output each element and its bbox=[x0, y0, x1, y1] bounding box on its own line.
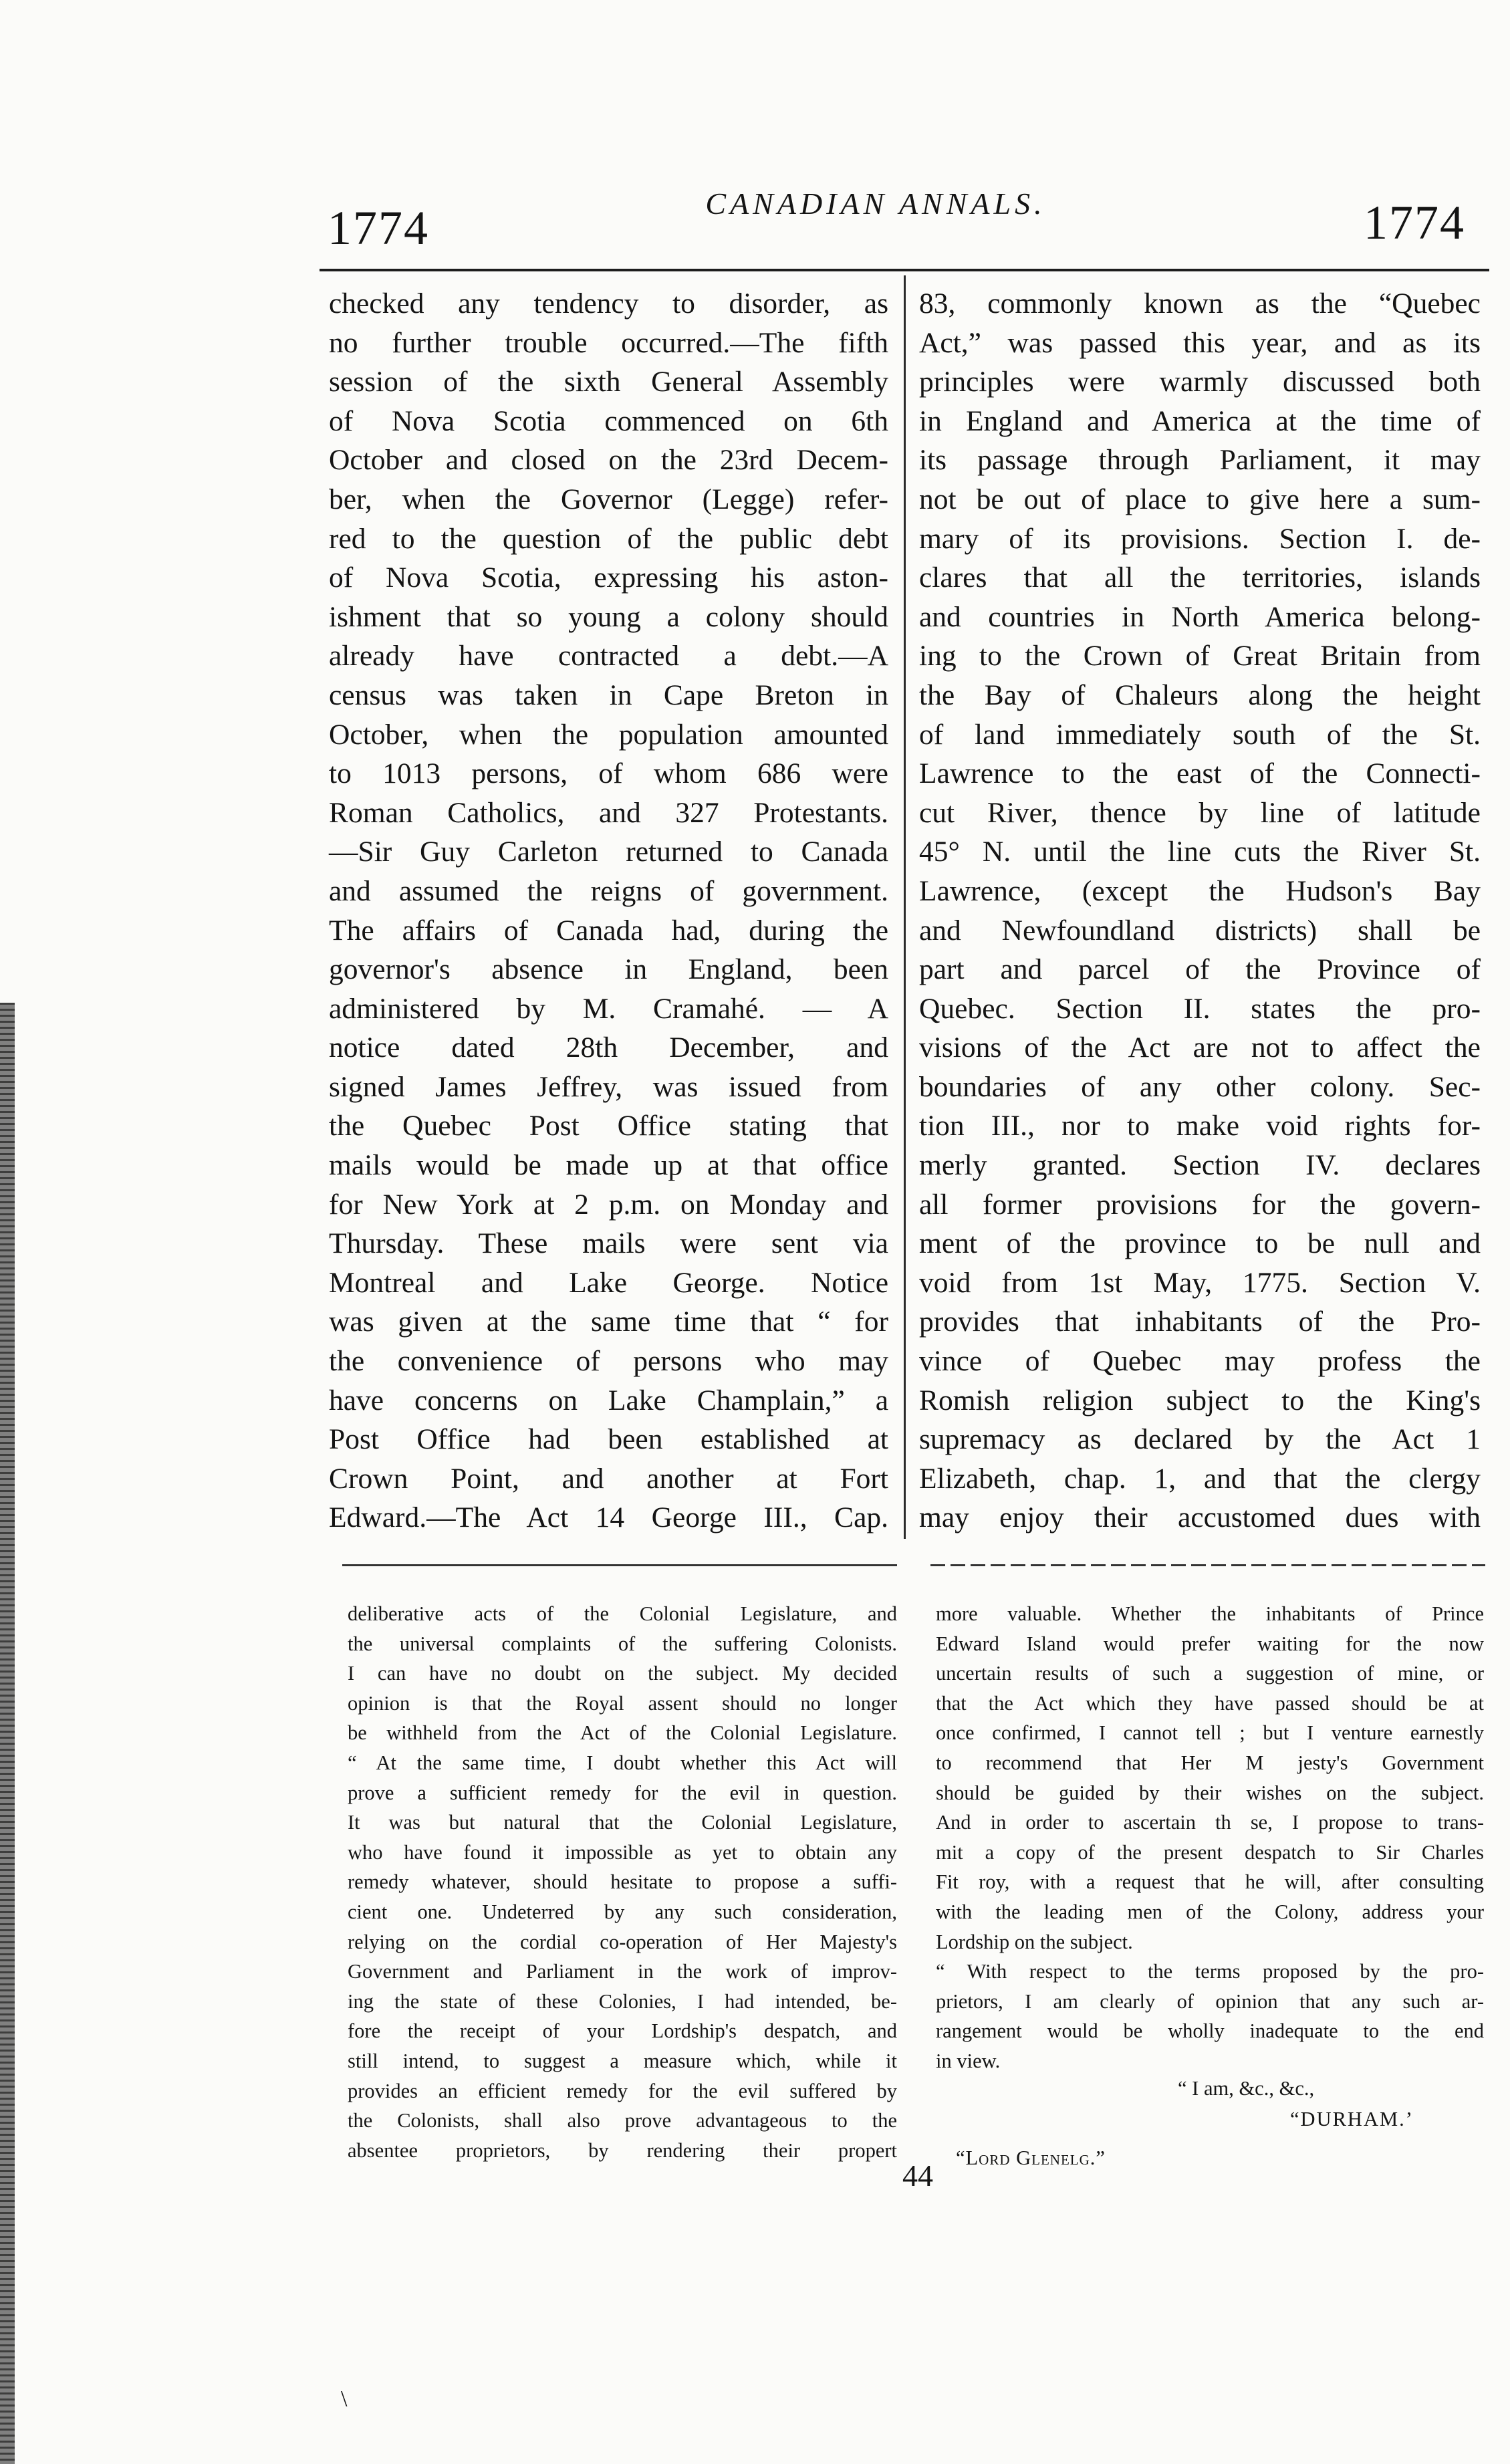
text-line: Montreal and Lake George. Notice bbox=[329, 1266, 888, 1299]
text-line: cut River, thence by line of latitude bbox=[919, 796, 1481, 829]
text-line: boundaries of any other colony. Sec- bbox=[919, 1070, 1481, 1103]
page-edge-binding bbox=[0, 1003, 15, 2464]
footnote-line: still intend, to suggest a measure which, while it bbox=[348, 2049, 897, 2072]
footnote-line: provides an efficient remedy for the evil suffered by bbox=[348, 2079, 897, 2102]
header-year-right: 1774 bbox=[1364, 196, 1465, 249]
footnote-line: be withheld from the Act of the Colonial Legislature. bbox=[348, 1721, 897, 1745]
text-line: October, when the population amounted bbox=[329, 718, 888, 751]
text-line: red to the question of the public debt bbox=[329, 522, 888, 555]
text-line: may enjoy their accustomed dues with bbox=[919, 1501, 1481, 1534]
text-line: The affairs of Canada had, during the bbox=[329, 914, 888, 947]
text-line: census was taken in Cape Breton in bbox=[329, 679, 888, 711]
text-line: have concerns on Lake Champlain,” a bbox=[329, 1384, 888, 1416]
column-divider bbox=[904, 275, 906, 1539]
text-line: checked any tendency to disorder, as bbox=[329, 287, 888, 320]
signature-closing: “ I am, &c., &c., bbox=[1178, 2077, 1315, 2100]
footnote-line: Edward Island would prefer waiting for the now bbox=[936, 1632, 1484, 1655]
text-line: Thursday. These mails were sent via bbox=[329, 1227, 888, 1260]
footnote-line: Government and Parliament in the work of improv- bbox=[348, 1960, 897, 1983]
text-line: tion III., nor to make void rights for- bbox=[919, 1110, 1481, 1142]
page-number: 44 bbox=[902, 2159, 933, 2193]
text-line: the Quebec Post Office stating that bbox=[329, 1110, 888, 1142]
text-line: and assumed the reigns of government. bbox=[329, 874, 888, 907]
footnote-line: more valuable. Whether the inhabitants of Prince bbox=[936, 1602, 1484, 1625]
text-line: not be out of place to give here a sum- bbox=[919, 483, 1481, 515]
footnote-line: ing the state of these Colonies, I had intended, be- bbox=[348, 1989, 897, 2013]
text-line: ishment that so young a colony should bbox=[329, 600, 888, 633]
footnote-line: the Colonists, shall also prove advantageous to the bbox=[348, 2109, 897, 2132]
text-line: in England and America at the time of bbox=[919, 404, 1481, 437]
text-line: already have contracted a debt.—A bbox=[329, 640, 888, 672]
footnote-line: It was but natural that the Colonial Legislature, bbox=[348, 1811, 897, 1834]
text-line: Romish religion subject to the King's bbox=[919, 1384, 1481, 1416]
text-line: for New York at 2 p.m. on Monday and bbox=[329, 1188, 888, 1221]
text-line: October and closed on the 23rd Decem- bbox=[329, 444, 888, 477]
footnote-line: And in order to ascertain th se, I propose to trans- bbox=[936, 1811, 1484, 1834]
text-line: ber, when the Governor (Legge) refer- bbox=[329, 483, 888, 515]
text-line: vince of Quebec may profess the bbox=[919, 1345, 1481, 1378]
text-line: and Newfoundland districts) shall be bbox=[919, 914, 1481, 947]
text-line: clares that all the territories, islands bbox=[919, 562, 1481, 594]
text-line: Lawrence to the east of the Connecti- bbox=[919, 757, 1481, 790]
footnote-line: with the leading men of the Colony, address your bbox=[936, 1900, 1484, 1923]
footnote-line: that the Act which they have passed should be at bbox=[936, 1691, 1484, 1715]
text-line: mary of its provisions. Section I. de- bbox=[919, 522, 1481, 555]
text-line: administered by M. Cramahé. — A bbox=[329, 992, 888, 1025]
text-line: Quebec. Section II. states the pro- bbox=[919, 992, 1481, 1025]
footnote-separator-right bbox=[930, 1564, 1485, 1566]
text-line: visions of the Act are not to affect the bbox=[919, 1031, 1481, 1064]
text-line: the Bay of Chaleurs along the height bbox=[919, 679, 1481, 711]
stray-mark: \ bbox=[341, 2386, 348, 2411]
footnote-line: absentee proprietors, by rendering their propert bbox=[348, 2138, 897, 2162]
text-line: Lawrence, (except the Hudson's Bay bbox=[919, 874, 1481, 907]
signature-name: “DURHAM.’ bbox=[1290, 2108, 1414, 2130]
signature-addressee: “Lord Glenelg.” bbox=[956, 2146, 1106, 2169]
footnote-line: Lordship on the subject. bbox=[936, 1930, 1133, 1953]
footnote-left bbox=[348, 1599, 897, 2165]
text-line: was given at the same time that “ for bbox=[329, 1306, 888, 1338]
left-column-text bbox=[329, 284, 888, 1537]
text-line: 45° N. until the line cuts the River St. bbox=[919, 836, 1481, 868]
running-title: CANADIAN ANNALS. bbox=[705, 187, 1046, 221]
footnote-line: deliberative acts of the Colonial Legislature, and bbox=[348, 1602, 897, 1625]
right-column-text bbox=[919, 284, 1481, 1537]
footnote-line: who have found it impossible as yet to obtain any bbox=[348, 1840, 897, 1864]
footnote-line: once confirmed, I cannot tell ; but I venture earnestly bbox=[936, 1721, 1484, 1745]
text-line: Roman Catholics, and 327 Protestants. bbox=[329, 796, 888, 829]
text-line: all former provisions for the govern- bbox=[919, 1188, 1481, 1221]
footnote-line: uncertain results of such a suggestion of mine, or bbox=[936, 1662, 1484, 1685]
text-line: Post Office had been established at bbox=[329, 1423, 888, 1456]
text-line: merly granted. Section IV. declares bbox=[919, 1149, 1481, 1182]
text-line: ment of the province to be null and bbox=[919, 1227, 1481, 1260]
text-line: part and parcel of the Province of bbox=[919, 953, 1481, 986]
footnote-line: cient one. Undeterred by any such consideration, bbox=[348, 1900, 897, 1923]
footnote-line: relying on the cordial co-operation of Her Majesty's bbox=[348, 1930, 897, 1953]
text-line: session of the sixth General Assembly bbox=[329, 366, 888, 398]
text-line: and countries in North America belong- bbox=[919, 600, 1481, 633]
footnote-line: in view. bbox=[936, 2049, 1001, 2072]
text-line: principles were warmly discussed both bbox=[919, 366, 1481, 398]
footnote-line: prietors, I am clearly of opinion that any such ar- bbox=[936, 1989, 1484, 2013]
text-line: Crown Point, and another at Fort bbox=[329, 1462, 888, 1495]
footnote-line: I can have no doubt on the subject. My decided bbox=[348, 1662, 897, 1685]
footnote-line: prove a sufficient remedy for the evil in question. bbox=[348, 1781, 897, 1804]
footnote-line: fore the receipt of your Lordship's despatch, and bbox=[348, 2019, 897, 2043]
text-line: Elizabeth, chap. 1, and that the clergy bbox=[919, 1462, 1481, 1495]
footnote-line: the universal complaints of the suffering Colonists. bbox=[348, 1632, 897, 1655]
footnote-line: Fit roy, with a request that he will, after consulting bbox=[936, 1870, 1484, 1894]
text-line: void from 1st May, 1775. Section V. bbox=[919, 1266, 1481, 1299]
footnote-line: to recommend that Her M jesty's Government bbox=[936, 1751, 1484, 1774]
text-line: no further trouble occurred.—The fifth bbox=[329, 326, 888, 359]
footnote-line: opinion is that the Royal assent should no longer bbox=[348, 1691, 897, 1715]
text-line: to 1013 persons, of whom 686 were bbox=[329, 757, 888, 790]
text-line: notice dated 28th December, and bbox=[329, 1031, 888, 1064]
text-line: its passage through Parliament, it may bbox=[919, 444, 1481, 477]
text-line: signed James Jeffrey, was issued from bbox=[329, 1070, 888, 1103]
text-line: Edward.—The Act 14 George III., Cap. bbox=[329, 1501, 888, 1534]
text-line: governor's absence in England, been bbox=[329, 953, 888, 986]
text-line: the convenience of persons who may bbox=[329, 1345, 888, 1378]
text-line: —Sir Guy Carleton returned to Canada bbox=[329, 836, 888, 868]
footnote-line: should be guided by their wishes on the subject. bbox=[936, 1781, 1484, 1804]
header-rule bbox=[320, 269, 1489, 271]
text-line: 83, commonly known as the “Quebec bbox=[919, 287, 1481, 320]
text-line: of Nova Scotia commenced on 6th bbox=[329, 404, 888, 437]
footnote-line: mit a copy of the present despatch to Sir Charles bbox=[936, 1840, 1484, 1864]
text-line: supremacy as declared by the Act 1 bbox=[919, 1423, 1481, 1456]
text-line: of Nova Scotia, expressing his aston- bbox=[329, 562, 888, 594]
text-line: provides that inhabitants of the Pro- bbox=[919, 1306, 1481, 1338]
header-year-left: 1774 bbox=[328, 201, 429, 255]
text-line: of land immediately south of the St. bbox=[919, 718, 1481, 751]
text-line: ing to the Crown of Great Britain from bbox=[919, 640, 1481, 672]
footnote-separator-left bbox=[342, 1564, 897, 1566]
text-line: mails would be made up at that office bbox=[329, 1149, 888, 1182]
footnote-line: remedy whatever, should hesitate to propose a suffi- bbox=[348, 1870, 897, 1894]
footnote-line: “ At the same time, I doubt whether this Act will bbox=[348, 1751, 897, 1774]
footnote-line: “ With respect to the terms proposed by the pro- bbox=[936, 1960, 1484, 1983]
footnote-line: rangement would be wholly inadequate to the end bbox=[936, 2019, 1484, 2043]
footnote-right bbox=[936, 1599, 1484, 2076]
text-line: Act,” was passed this year, and as its bbox=[919, 326, 1481, 359]
